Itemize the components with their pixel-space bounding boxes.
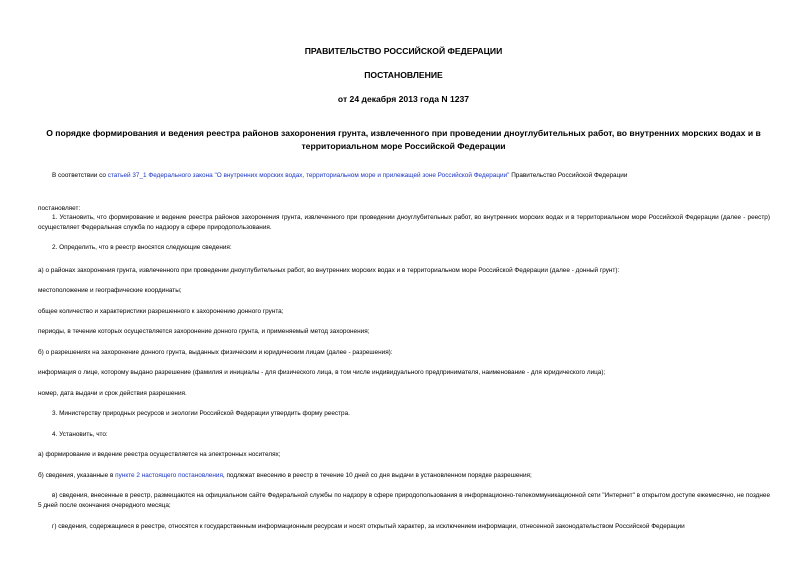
paragraph-1: 1. Установить, что формирование и ведение реестра районов захоронения грунта, извлеченного при проведении дноуглубительных работ, во внутренних морских водах и в территориальном море Российской Федерации (далее - реестр) осуществляет Федеральная служба по надзору в сфере природопользования. bbox=[38, 214, 770, 231]
preamble-suffix: Правительство Российской Федерации bbox=[509, 172, 628, 179]
paragraph-2a-item-2: общее количество и характеристики разрешенного к захоронению донного грунта; bbox=[38, 308, 284, 315]
paragraph-2b-item-2: номер, дата выдачи и срок действия разрешения. bbox=[38, 390, 187, 397]
paragraph-2a: а) о районах захоронения грунта, извлеченного при проведении дноуглубительных работ, во внутренних морских водах и в территориальном море Российской Федерации (далее - донный грунт): bbox=[38, 267, 620, 274]
paragraph-4a: а) формирование и ведение реестра осуществляется на электронных носителях; bbox=[38, 451, 281, 458]
paragraph-4b bbox=[38, 471, 770, 481]
paragraph-4b-prefix: б) сведения, указанные в bbox=[38, 472, 116, 479]
preamble-paragraph bbox=[38, 171, 770, 181]
document-title: О порядке формирования и ведения реестра районов захоронения грунта, извлеченного при проведении дноуглубительных работ, во внутренних морских водах и в территориальном море Российской Федерации bbox=[46, 128, 761, 151]
government-heading: ПРАВИТЕЛЬСТВО РОССИЙСКОЙ ФЕДЕРАЦИИ bbox=[304, 46, 503, 56]
paragraph-4b-suffix: , подлежат внесению в реестр в течение 10 дней со дня выдачи в установленном порядке разрешения; bbox=[222, 472, 532, 479]
date-number-heading: от 24 декабря 2013 года N 1237 bbox=[337, 94, 470, 104]
paragraph-2: 2. Определить, что в реестр вносятся следующие сведения: bbox=[52, 244, 232, 251]
paragraph-2b: б) о разрешениях на захоронение донного грунта, выданных физическим и юридическим лицам (далее - разрешения): bbox=[38, 349, 393, 356]
paragraph-4d: г) сведения, содержащиеся в реестре, относятся к государственным информационным ресурсам и носят открытый характер, за исключением информации, отнесенной законодательством Российской Федерации bbox=[52, 523, 685, 530]
paragraph-4: 4. Установить, что: bbox=[52, 431, 108, 438]
federal-law-link[interactable]: статьей 37_1 Федерального закона "О внутренних морских водах, территориальном море и прилежащей зоне Российской Федерации" bbox=[107, 172, 510, 179]
document-type-heading: ПОСТАНОВЛЕНИЕ bbox=[364, 70, 443, 80]
paragraph-2a-item-1: местоположение и географические координаты; bbox=[38, 287, 182, 294]
paragraph-2b-item-1: информация о лице, которому выдано разрешение (фамилия и инициалы - для физического лица, в том числе индивидуального предпринимателя, наименование - для юридического лица); bbox=[38, 369, 606, 376]
paragraph-2-link[interactable]: пункте 2 настоящего постановления bbox=[115, 472, 223, 479]
decree-word: постановляет: bbox=[38, 205, 81, 212]
paragraph-3: 3. Министерству природных ресурсов и экологии Российской Федерации утвердить форму реестра. bbox=[52, 410, 350, 417]
paragraph-2a-item-3: периоды, в течение которых осуществляется захоронение донного грунта, и применяемый метод захоронения; bbox=[38, 328, 370, 335]
preamble-prefix: В соответствии со bbox=[52, 172, 108, 179]
paragraph-4c: в) сведения, внесенные в реестр, размещаются на официальном сайте Федеральной службы по надзору в сфере природопользования в информационно-телекоммуникационной сети "Интернет" в открытом доступе ежемесячно, не позднее 5 дней после окончания очередного месяца; bbox=[38, 492, 770, 509]
